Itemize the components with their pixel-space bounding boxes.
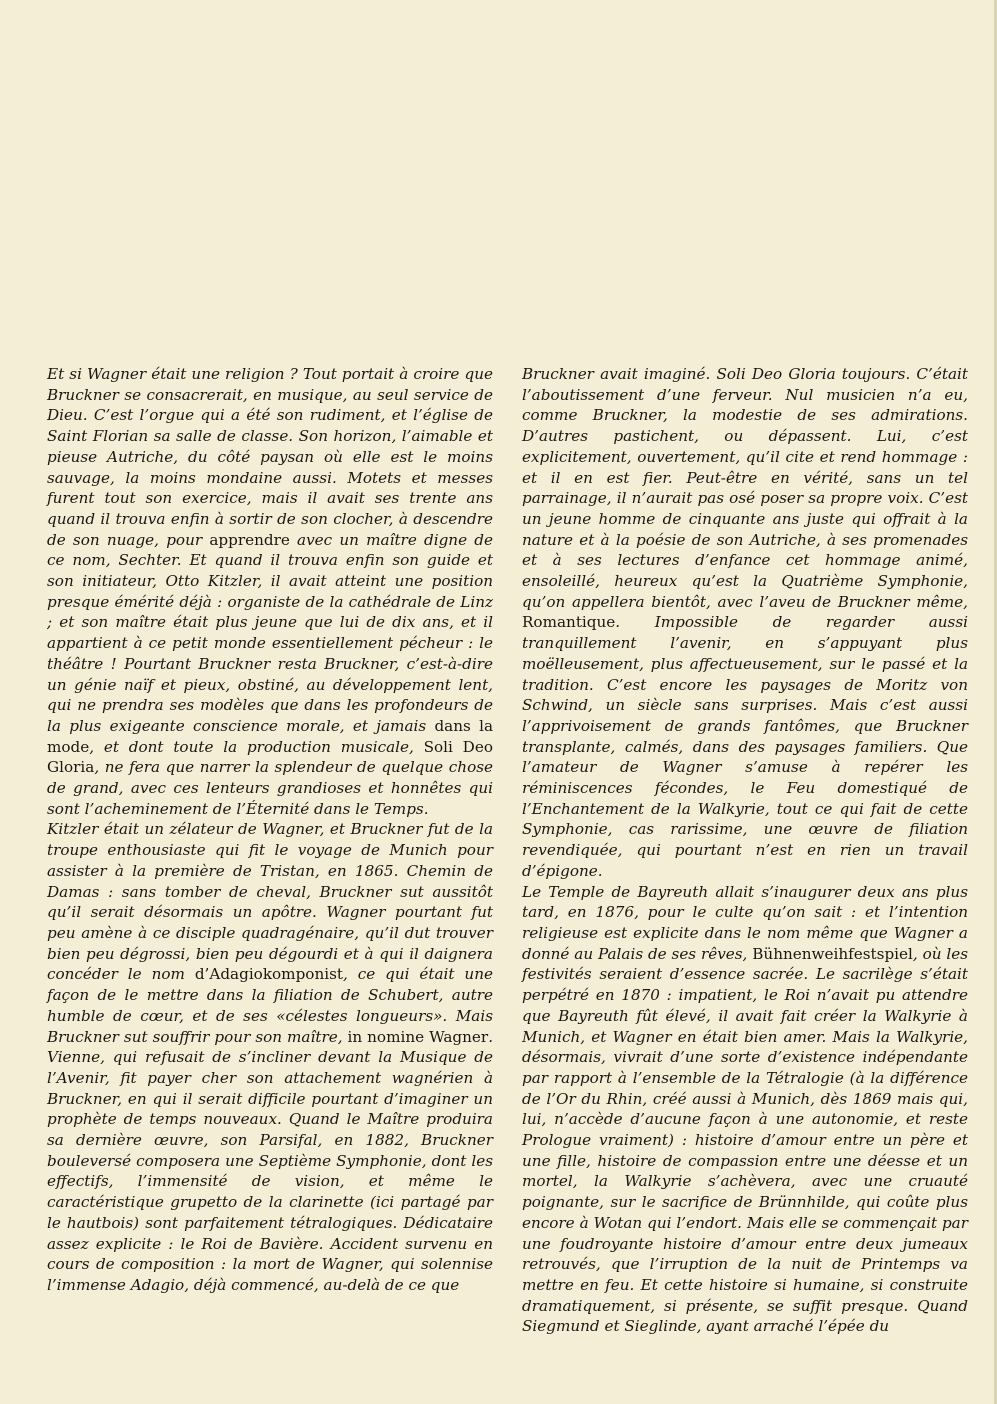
- text-run: Bruckner avait imaginé. Soli Deo Gloria toujours. C’était l’aboutissement d’une ferveur. Nul musicien n’a eu, comme Bruckner, la modestie de ses admirations. D’autres pastichent, ou dépassent. Lui, c’est explicitement, ouvertement, qu’il cite et rend hommage : et il en est fier. Peut-être en vérité, sans un tel parrainage, il n’aurait pas osé poser sa propre voix. C’est un jeune homme de cinquante ans juste qui offrait à la nature et à la poésie de son Autriche, à ses promenades et à ses lectures d’enfance cet hommage animé, ensoleillé, heureux qu’est la Quatrième Symphonie, qu’on appellera bientôt, avec l’aveu de Bruckner même,: [522, 365, 968, 611]
- text-run: , et dont toute la production musicale,: [89, 737, 424, 756]
- paragraph: [522, 364, 968, 882]
- text-run: Le Temple de Bayreuth allait s’inaugurer deux ans plus tard, en 1876, pour le culte qu’on sait : et l’intention religieuse est explicite dans le nom même que Wagner a donné au Palais de ses rêves,: [522, 882, 968, 963]
- text-run-upright: in nomine Wagner: [347, 1027, 489, 1046]
- right-text-column: [522, 364, 968, 1364]
- text-run: avec un maître digne de ce nom, Sechter. Et quand il trouva enfin son guide et son initiateur, Otto Kitzler, il avait atteint une position presque émérité déjà : organiste de la cathédrale de Linz ; et son maître était plus jeune que lui de dix ans, et il appartient à ce petit monde essentiellement pécheur : le théâtre ! Pourtant Bruckner resta Bruckner, c’est-à-dire un génie naïf et pieux, obstiné, au développement lent, qui ne prendra ses modèles que dans les profondeurs de la plus exigeante conscience morale, et jamais: [47, 530, 493, 735]
- text-run-upright: d’Adagiokomponist: [194, 965, 343, 984]
- text-run: , ce qui était une façon de le mettre dans la filiation de Schubert, autre humble de cœur, et de ses «célestes longueurs». Mais Bruckner sut souffrir pour son maître,: [47, 965, 493, 1046]
- text-run-upright: Romantique: [522, 613, 616, 632]
- paragraph: [522, 882, 968, 1337]
- left-text-column: [47, 364, 493, 1364]
- text-run-upright: apprendre: [209, 530, 290, 549]
- paragraph: [47, 364, 493, 819]
- text-run-upright: Bühnenweihfestspiel: [752, 944, 913, 963]
- text-run: Kitzler était un zélateur de Wagner, et Bruckner fut de la troupe enthousiaste qui fit le voyage de Munich pour assister à la première de Tristan, en 1865. Chemin de Damas : sans tomber de cheval, Bruckner sut aussitôt qu’il serait désormais un apôtre. Wagner pourtant fut peu amène à ce disciple quadragénaire, qu’il dut trouver bien peu dégrossi, bien peu dégourdi et à qui il daignera concéder le nom: [47, 820, 493, 984]
- text-run-upright: Soli Deo Gloria: [47, 737, 493, 777]
- text-run: . Impossible de regarder aussi tranquillement l’avenir, en s’appuyant plus moëlleusement, plus affectueusement, sur le passé et la tradition. C’est encore les paysages de Moritz von Schwind, un siècle sans surprises. Mais c’est aussi l’apprivoisement de grands fantômes, que Bruckner transplante, calmés, dans des paysages familiers. Que l’amateur de Wagner s’amuse à repérer les réminiscences fécondes, le Feu domestiqué de l’Enchantement de la Walkyrie, tout ce qui fait de cette Symphonie, cas rarissime, une œuvre de filiation revendiquée, qui pourtant n’est en rien un travail d’épigone.: [522, 613, 968, 880]
- paragraph: [47, 819, 493, 1295]
- text-run: , ne fera que narrer la splendeur de quelque chose de grand, avec ces lenteurs grandioses et honnêtes qui sont l’acheminement de l’Éternité dans le Temps.: [47, 758, 493, 818]
- text-run: , où les festivités seraient d’essence sacrée. Le sacrilège s’était perpétré en 1870 : impatient, le Roi n’avait pu attendre que Bayreuth fût élevé, il avait fait créer la Walkyrie à Munich, et Wagner en était bien amer. Mais la Walkyrie, désormais, vivrait d’une sorte d’existence indépendante par rapport à l’ensemble de la Tétralogie (à la différence de l’Or du Rhin, créé aussi à Munich, dès 1869 mais qui, lui, n’accède d’aucune façon à une autonomie, et reste Prologue vraiment) : histoire d’amour entre un père et une fille, histoire de compassion entre une déesse et un mortel, la Walkyrie s’achèvera, avec une cruauté poignante, sur le sacrifice de Brünnhilde, qui coûte plus encore à Wotan qui l’endort. Mais elle se commençait par une foudroyante histoire d’amour entre deux jumeaux retrouvés, que l’irruption de la nuit de Printemps va mettre en feu. Et cette histoire si humaine, si construite dramatiquement, si présente, se suffit presque. Quand Siegmund et Sieglinde, ayant arraché l’épée du: [522, 944, 968, 1336]
- text-run-upright: dans la mode: [47, 716, 493, 756]
- text-run: Et si Wagner était une religion ? Tout portait à croire que Bruckner se consacrerait, en musique, au seul service de Dieu. C’est l’orgue qui a été son rudiment, et l’église de Saint Florian sa salle de classe. Son horizon, l’aimable et pieuse Autriche, du côté paysan où elle est le moins sauvage, la moins mondaine aussi. Motets et messes furent tout son exercice, mais il avait ses trente ans quand il trouva enfin à sortir de son clocher, à descendre de son nuage, pour: [47, 365, 493, 549]
- text-run: . Vienne, qui refusait de s’incliner devant la Musique de l’Avenir, fit payer cher son attachement wagnérien à Bruckner, en qui il serait difficile pourtant d’imaginer un prophète de temps nouveaux. Quand le Maître produira sa dernière œuvre, son Parsifal, en 1882, Bruckner bouleversé composera une Septième Symphonie, dont les effectifs, l’immensité de vision, et même le caractéristique grupetto de la clarinette (ici partagé par le hautbois) sont parfaitement tétralogiques. Dédicataire assez explicite : le Roi de Bavière. Accident survenu en cours de composition : la mort de Wagner, qui solennise l’immense Adagio, déjà commencé, au-delà de ce que: [47, 1027, 494, 1294]
